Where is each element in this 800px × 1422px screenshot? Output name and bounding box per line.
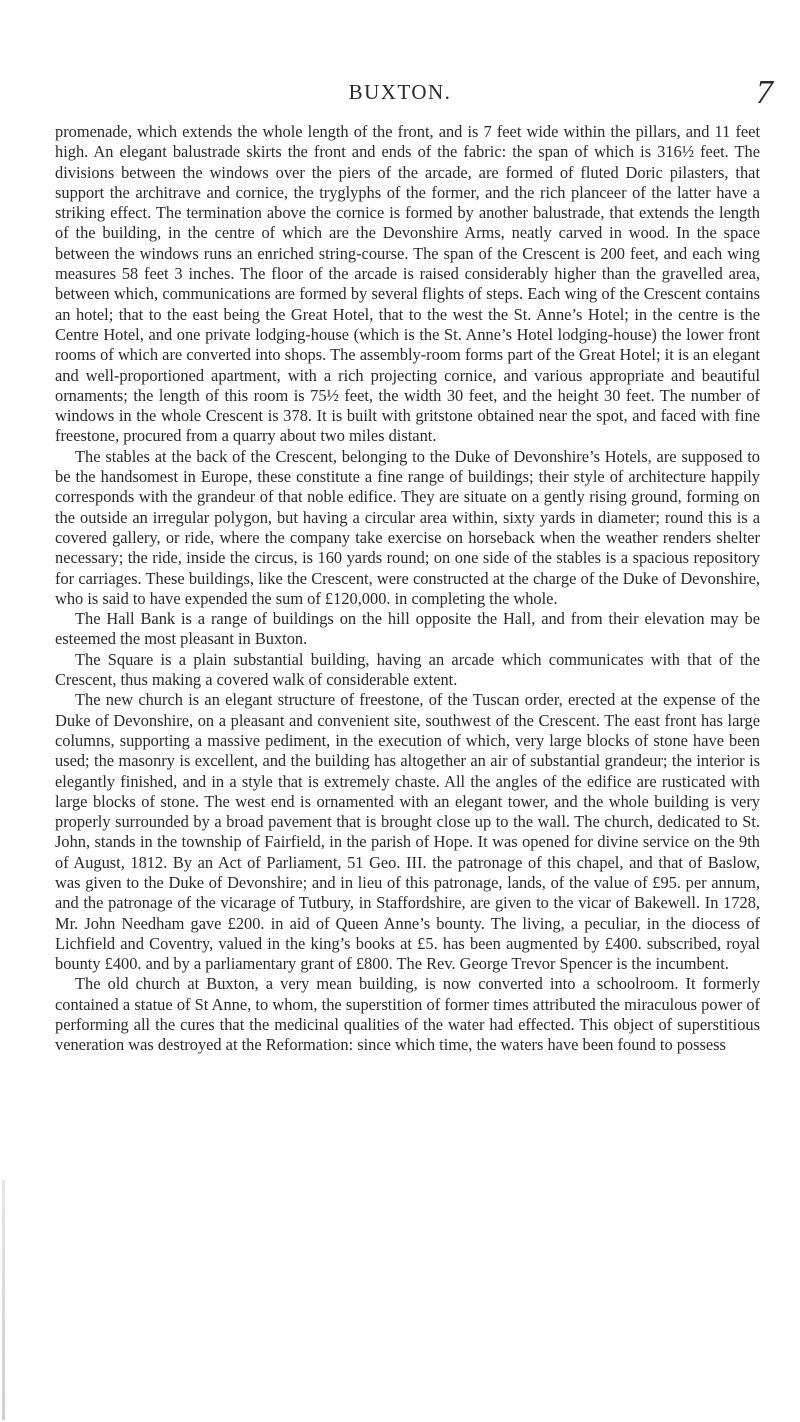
paragraph-stables: The stables at the back of the Crescent, belonging to the Duke of Devonshire’s Hotels, are supposed to be the handsomest in Europe, these constitute a fine range of buildings; their style of architecture happily corresponds with the grandeur of that noble edifice. They are situate on a gently rising ground, forming on the outside an irregular polygon, but having a circular area within, sixty yards in diameter; round this is a covered gallery, or ride, where the company take exercise on horseback when the weather renders shelter necessary; the ride, inside the circus, is 160 yards round; on one side of the stables is a spacious repository for carriages. These buildings, like the Crescent, were constructed at the charge of the Duke of Devonshire, who is said to have expended the sum of £120,000. in completing the whole. (55, 446, 760, 608)
running-head: BUXTON. (348, 80, 452, 104)
page-edge-shadow (2, 1180, 5, 1420)
body-text (55, 122, 760, 1056)
paragraph-hall-bank: The Hall Bank is a range of buildings on the hill opposite the Hall, and from their elevation may be esteemed the most pleasant in Buxton. (55, 609, 760, 649)
page-number: 7 (756, 74, 773, 111)
paragraph-old-church: The old church at Buxton, a very mean building, is now converted into a schoolroom. It formerly contained a statue of St Anne, to whom, the superstition of former times attributed the miraculous power of performing all the cures that the medicinal qualities of the water had effected. This object of superstitious veneration was destroyed at the Reformation: since which time, the waters have been found to possess (55, 974, 760, 1055)
paragraph-square: The Square is a plain substantial building, having an arcade which communicates with that of the Crescent, thus making a covered walk of considerable extent. (55, 649, 760, 690)
paragraph-new-church: The new church is an elegant structure of freestone, of the Tuscan order, erected at the expense of the Duke of Devonshire, on a pleasant and convenient site, southwest of the Crescent. The east front has large columns, supporting a massive pediment, in the execution of which, very large blocks of stone have been used; the masonry is excellent, and the building has altogether an air of substantial grandeur; the interior is elegantly finished, and in a style that is extremely chaste. All the angles of the edifice are rusticated with large blocks of stone. The west end is ornamented with an elegant tower, and the whole building is very properly surrounded by a broad pavement that is brought close up to the wall. The church, dedicated to St. John, stands in the township of Fairfield, in the parish of Hope. It was opened for divine service on the 9th of August, 1812. By an Act of Parliament, 51 Geo. III. the patronage of this chapel, and that of Baslow, was given to the Duke of Devonshire; and in lieu of this patronage, lands, of the value of £95. per annum, and the patronage of the vicarage of Tutbury, in Staffordshire, are given to the vicar of Bakewell. In 1728, Mr. John Needham gave £200. in aid of Queen Anne’s bounty. The living, a peculiar, in the diocess of Lichfield and Coventry, valued in the king’s books at £5. has been augmented by £400. subscribed, royal bounty £400. and by a parliamentary grant of £800. The Rev. George Trevor Spencer is the incumbent. (55, 690, 760, 974)
paragraph-crescent-description: promenade, which extends the whole length of the front, and is 7 feet wide within the pillars, and 11 feet high. An elegant balustrade skirts the front and ends of the fabric: the span of which is 316½ feet. The divisions between the windows over the piers of the arcade, are formed of fluted Doric pilasters, that support the architrave and cornice, the tryglyphs of the former, and the rich planceer of the latter have a striking effect. The termination above the cornice is formed by another balustrade, that extends the length of the building, in the centre of which are the Devonshire Arms, neatly carved in wood. In the space between the windows runs an enriched string-course. The span of the Crescent is 200 feet, and each wing measures 58 feet 3 inches. The floor of the arcade is raised considerably higher than the gravelled area, between which, communications are formed by several flights of steps. Each wing of the Crescent contains an hotel; that to the east being the Great Hotel, that to the west the St. Anne’s Hotel; in the centre is the Centre Hotel, and one private lodging-house (which is the St. Anne’s Hotel lodging-house) the lower front rooms of which are converted into shops. The assembly-room forms part of the Great Hotel; it is an elegant and well-proportioned apartment, with a rich projecting cornice, and various appropriate and beautiful ornaments; the length of this room is 75½ feet, the width 30 feet, and the height 30 feet. The number of windows in the whole Crescent is 378. It is built with gritstone obtained near the spot, and faced with fine freestone, procured from a quarry about two miles distant. (55, 122, 760, 446)
page-header (0, 74, 800, 111)
